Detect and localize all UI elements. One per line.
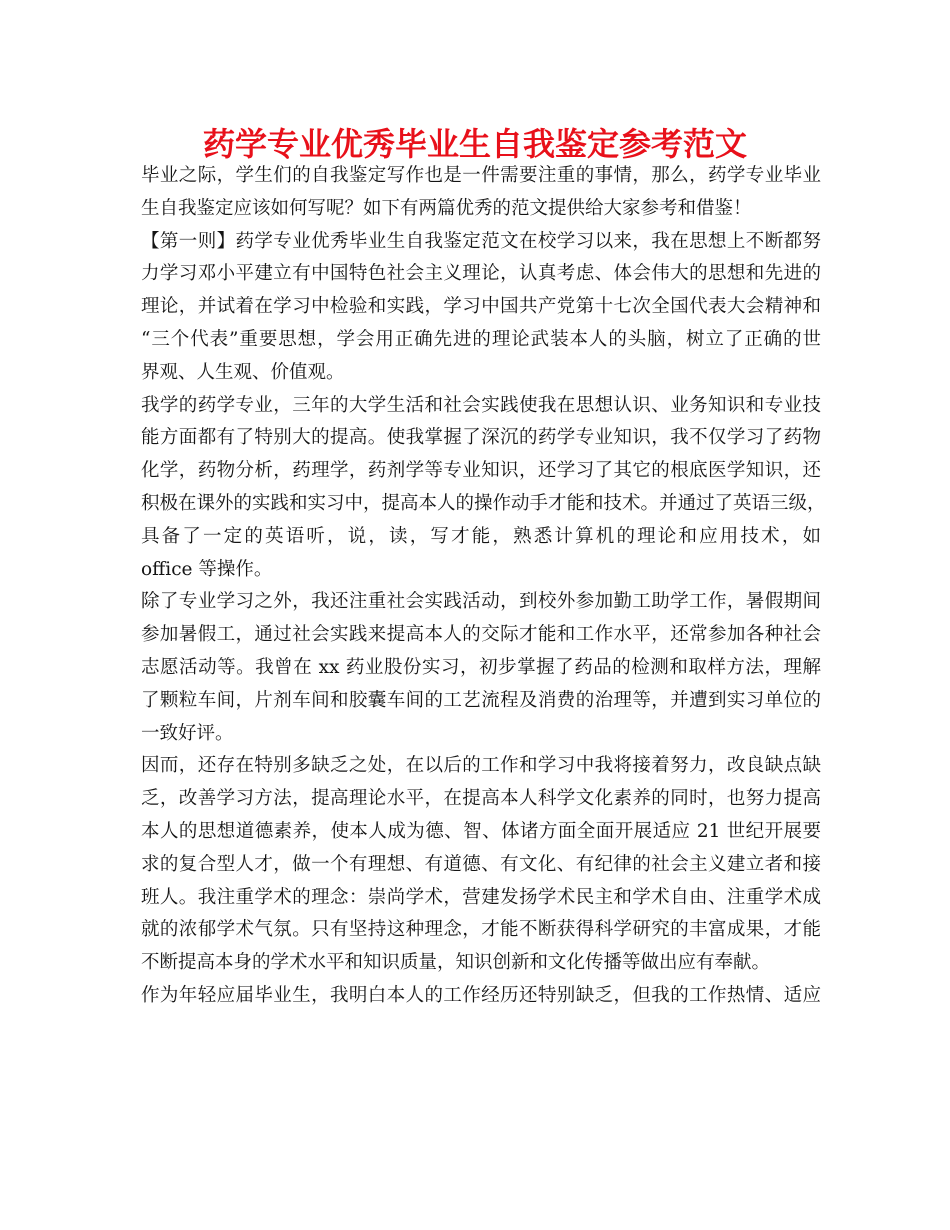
text-line: 班人。我注重学术的理念：崇尚学术，营建发扬学术民主和学术自由、注重学术成 bbox=[141, 886, 821, 908]
text-line: 不断提高本身的学术水平和知识质量，知识创新和文化传播等做出应有奉献。 bbox=[141, 952, 771, 974]
text-line: 生自我鉴定应该如何写呢？如下有两篇优秀的范文提供给大家参考和借鉴！ bbox=[141, 197, 752, 219]
text-line: 志愿活动等。我曾在 xx 药业股份实习，初步掌握了药品的检测和取样方法，理解 bbox=[141, 656, 821, 678]
text-line: 求的复合型人才，做一个有理想、有道德、有文化、有纪律的社会主义建立者和接 bbox=[141, 853, 821, 875]
text-line: 积极在课外的实践和实习中，提高本人的操作动手才能和技术。并通过了英语三级， bbox=[141, 492, 826, 514]
text-line: 乏，改善学习方法，提高理论水平，在提高本人科学文化素养的同时，也努力提高 bbox=[141, 788, 821, 810]
text-line: 了颗粒车间，片剂车间和胶囊车间的工艺流程及消费的治理等，并遭到实习单位的 bbox=[141, 689, 821, 711]
document-body bbox=[141, 160, 826, 1013]
document-title: 药学专业优秀毕业生自我鉴定参考范文 bbox=[202, 125, 747, 163]
text-line: “三个代表”重要思想，学会用正确先进的理论武装本人的头脑，树立了正确的世 bbox=[141, 328, 821, 350]
text-line: 理论，并试着在学习中检验和实践，学习中国共产党第十七次全国代表大会精神和 bbox=[141, 296, 821, 318]
text-line: 界观、人生观、价值观。 bbox=[141, 361, 345, 383]
text-line: 我学的药学专业，三年的大学生活和社会实践使我在思想认识、业务知识和专业技 bbox=[141, 394, 821, 416]
text-line: 作为年轻应届毕业生，我明白本人的工作经历还特别缺乏，但我的工作热情、适应 bbox=[141, 984, 821, 1006]
text-line: 就的浓郁学术气氛。只有坚持这种理念，才能不断获得科学研究的丰富成果，才能 bbox=[141, 919, 821, 941]
text-line: 一致好评。 bbox=[141, 722, 234, 744]
text-line: 毕业之际，学生们的自我鉴定写作也是一件需要注重的事情，那么，药学专业毕业 bbox=[141, 165, 821, 186]
text-line: 力学习邓小平建立有中国特色社会主义理论，认真考虑、体会伟大的思想和先进的 bbox=[141, 263, 821, 285]
text-line: 本人的思想道德素养，使本人成为德、智、体诸方面全面开展适应 21 世纪开展要 bbox=[141, 820, 821, 842]
text-line: 具备了一定的英语听，说，读，写才能，熟悉计算机的理论和应用技术，如 bbox=[141, 525, 821, 547]
text-line: 能方面都有了特别大的提高。使我掌握了深沉的药学专业知识，我不仅学习了药物 bbox=[141, 427, 821, 449]
text-line: 除了专业学习之外，我还注重社会实践活动，到校外参加勤工助学工作，暑假期间 bbox=[141, 591, 821, 613]
text-line: office 等操作。 bbox=[141, 558, 273, 580]
text-line: 因而，还存在特别多缺乏之处，在以后的工作和学习中我将接着努力，改良缺点缺 bbox=[141, 755, 821, 777]
text-line: 化学，药物分析，药理学，药剂学等专业知识，还学习了其它的根底医学知识，还 bbox=[141, 460, 821, 482]
text-line: 【第一则】药学专业优秀毕业生自我鉴定范文在校学习以来，我在思想上不断都努 bbox=[141, 230, 821, 252]
text-line: 参加暑假工，通过社会实践来提高本人的交际才能和工作水平，还常参加各种社会 bbox=[141, 624, 821, 646]
